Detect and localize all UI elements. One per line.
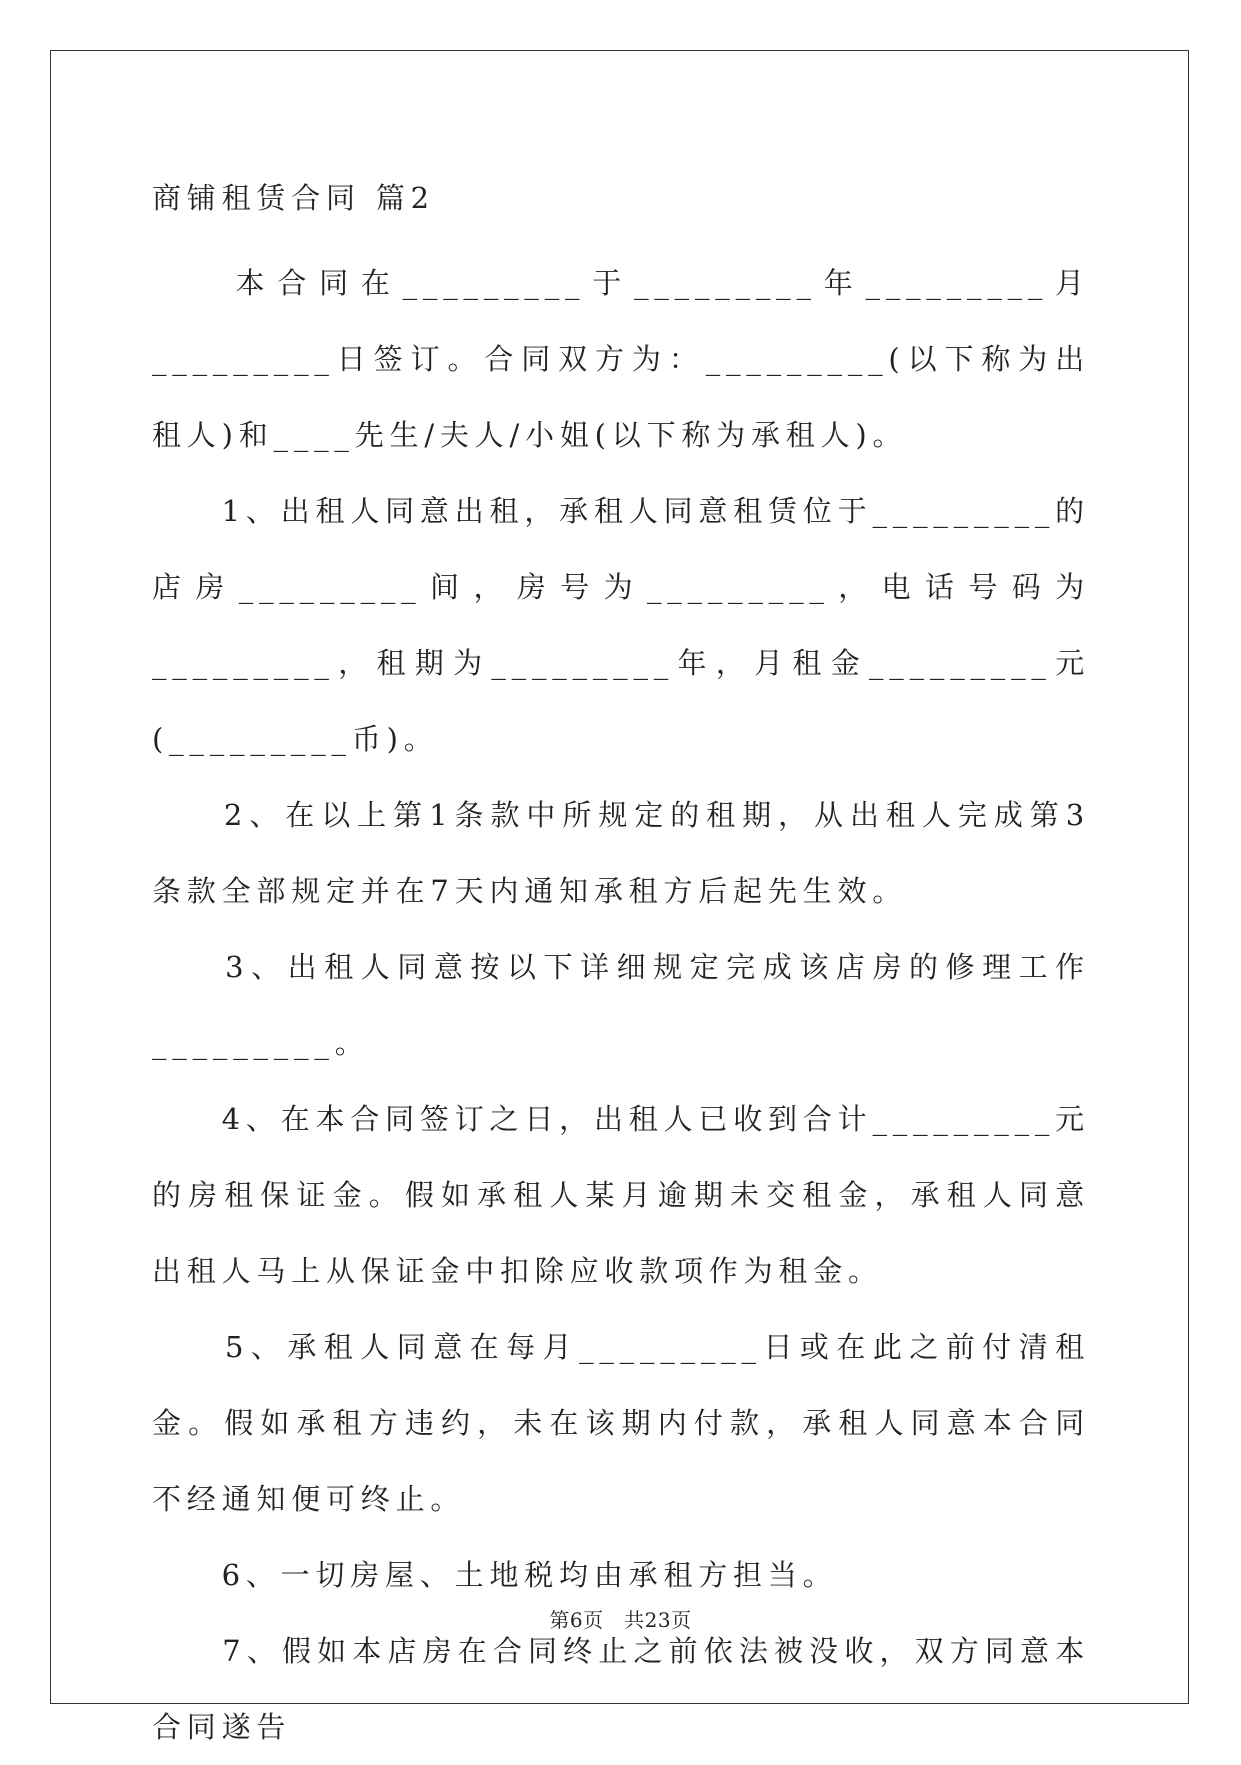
paragraph-clause-6: 6、一切房屋、土地税均由承租方担当。 bbox=[152, 1558, 838, 1592]
paragraph-clause-7: 7、假如本店房在合同终止之前依法被没收，双方同意本合同遂告 bbox=[152, 1634, 1090, 1744]
paragraph-clause-2: 2、在以上第1条款中所规定的租期，从出租人完成第3条款全部规定并在7天内通知承租方后起先生效。 bbox=[152, 798, 1090, 908]
paragraph-clause-1: 1、出租人同意出租，承租人同意租赁位于_________的店房_________间，房号为_________，电话号码为_________，租期为_________年，月租金_________元(_________币)。 bbox=[152, 494, 1090, 756]
paragraph-intro: 本合同在_________于_________年_________月_________日签订。合同双方为：_________(以下称为出租人)和____先生/夫人/小姐(以下称为承租人)。 bbox=[152, 266, 1090, 452]
document-title: 商铺租赁合同 篇2 bbox=[152, 181, 435, 215]
paragraph-clause-5: 5、承租人同意在每月_________日或在此之前付清租金。假如承租方违约，未在该期内付款，承租人同意本合同不经通知便可终止。 bbox=[152, 1330, 1090, 1516]
paragraph-clause-3: 3、出租人同意按以下详细规定完成该店房的修理工作_________。 bbox=[152, 950, 1090, 1060]
document-body bbox=[152, 168, 1090, 1765]
paragraph-clause-4: 4、在本合同签订之日，出租人已收到合计_________元的房租保证金。假如承租人某月逾期未交租金，承租人同意出租人马上从保证金中扣除应收款项作为租金。 bbox=[152, 1102, 1090, 1288]
page-number: 第6页 共23页 bbox=[549, 1608, 692, 1632]
